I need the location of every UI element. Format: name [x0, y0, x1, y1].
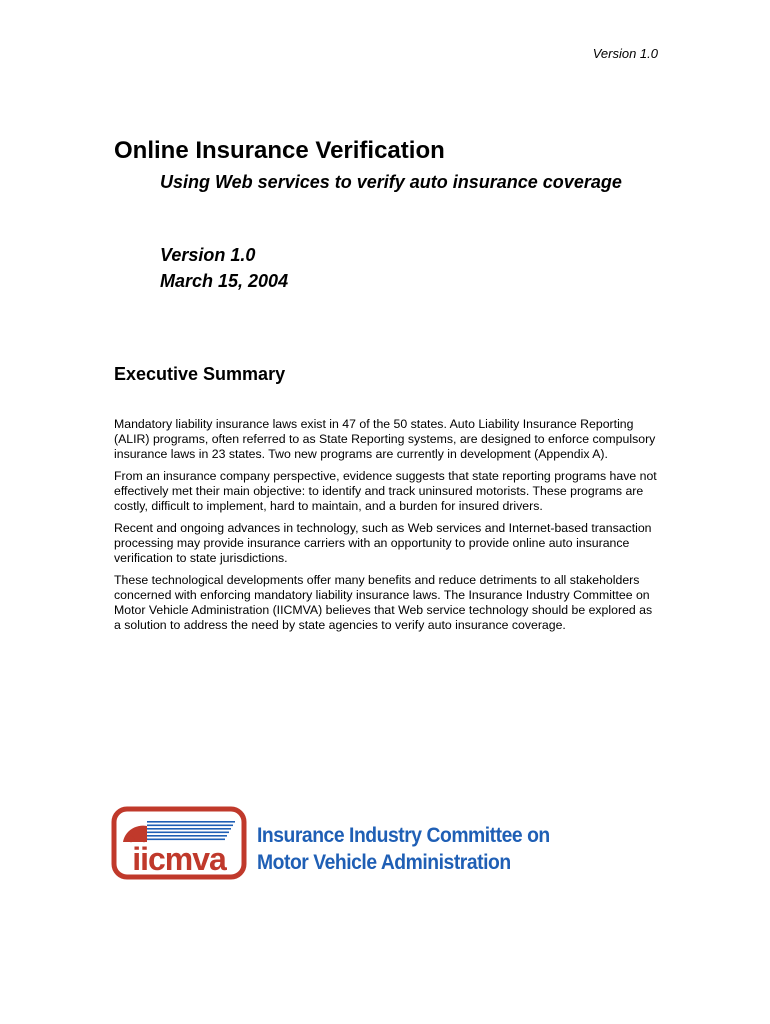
document-title: Online Insurance Verification [114, 137, 445, 164]
iicmva-logo [111, 806, 247, 880]
document-date: March 15, 2004 [160, 271, 289, 291]
executive-summary-body [114, 417, 662, 640]
document-subtitle: Using Web services to verify auto insurance coverage [160, 172, 622, 192]
organization-name-line-1: Insurance Industry Committee on [257, 824, 550, 847]
organization-name-line-2: Motor Vehicle Administration [257, 851, 511, 874]
logo-text: iicmva [132, 841, 226, 877]
summary-paragraph-1: Mandatory liability insurance laws exist in 47 of the 50 states. Auto Liability Insurance Reporting (ALIR) programs, often referred to as State Reporting systems, are designed to enforce compulsory insurance laws in 23 states. Two new programs are currently in development (Appendix A). [114, 417, 656, 461]
summary-paragraph-2: From an insurance company perspective, evidence suggests that state reporting programs have not effectively met their main objective: to identify and track uninsured motorists. These programs are costly, difficult to implement, hard to maintain, and a burden for insured drivers. [114, 469, 657, 513]
document-version: Version 1.0 [160, 245, 256, 265]
summary-paragraph-3: Recent and ongoing advances in technology, such as Web services and Internet-based transaction processing may provide insurance carriers with an opportunity to provide online auto insurance verification to state jurisdictions. [114, 521, 652, 565]
summary-paragraph-4: These technological developments offer many benefits and reduce detriments to all stakeholders concerned with enforcing mandatory liability insurance laws. The Insurance Industry Committee on Motor Vehicle Administration (IICMVA) believes that Web service technology should be explored as a solution to address the need by state agencies to verify auto insurance coverage. [114, 573, 653, 632]
organization-name [257, 822, 550, 876]
executive-summary-heading: Executive Summary [114, 364, 286, 384]
header-version: Version 1.0 [592, 46, 658, 61]
